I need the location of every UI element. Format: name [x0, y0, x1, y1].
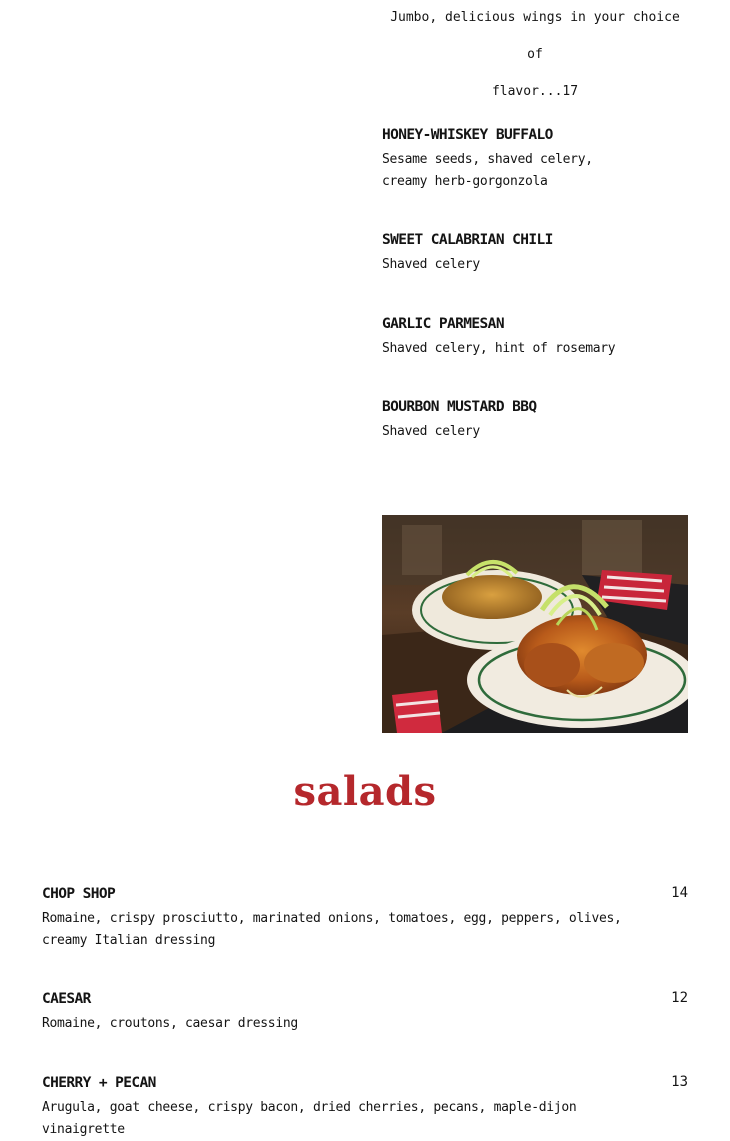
menu-item-garlic-parmesan	[382, 314, 688, 360]
wings-section	[382, 0, 688, 439]
item-name: CHOP SHOP	[42, 886, 116, 902]
menu-item-honey-whiskey-buffalo	[382, 125, 688, 193]
item-name: CAESAR	[42, 991, 91, 1007]
menu-item-bourbon-mustard-bbq	[382, 397, 688, 443]
item-description: Sesame seeds, shaved celery, creamy herb-gorgonzola	[382, 152, 593, 189]
menu-item-caesar	[42, 988, 688, 1035]
item-name: GARLIC PARMESAN	[382, 316, 504, 332]
item-name: BOURBON MUSTARD BBQ	[382, 399, 537, 415]
item-price: 12	[671, 990, 688, 1006]
wings-intro	[382, 0, 688, 110]
item-price: 13	[671, 1074, 688, 1090]
item-price: 14	[671, 885, 688, 901]
wings-photo	[382, 515, 688, 733]
wings-intro-line-1: Jumbo, delicious wings in your choice of	[390, 10, 680, 62]
item-description: Shaved celery, hint of rosemary	[382, 341, 616, 356]
wings-intro-line-2: flavor...17	[491, 84, 579, 99]
item-description: Shaved celery	[382, 257, 480, 272]
menu-item-sweet-calabrian-chili	[382, 230, 688, 276]
item-description: Romaine, crispy prosciutto, marinated onions, tomatoes, egg, peppers, olives, creamy Italian dressing	[42, 911, 622, 948]
item-name: SWEET CALABRIAN CHILI	[382, 232, 553, 248]
item-description: Arugula, goat cheese, crispy bacon, dried cherries, pecans, maple-dijon vinaigrette	[42, 1100, 577, 1137]
menu-item-chop-shop	[42, 883, 688, 952]
item-description: Shaved celery	[382, 424, 480, 439]
item-name: HONEY-WHISKEY BUFFALO	[382, 127, 553, 143]
item-description: Romaine, croutons, caesar dressing	[42, 1016, 298, 1031]
menu-item-cherry-pecan	[42, 1072, 688, 1141]
item-name: CHERRY + PECAN	[42, 1075, 156, 1091]
section-title-salads: salads	[293, 768, 437, 815]
wings-photo-illustration	[382, 515, 688, 733]
